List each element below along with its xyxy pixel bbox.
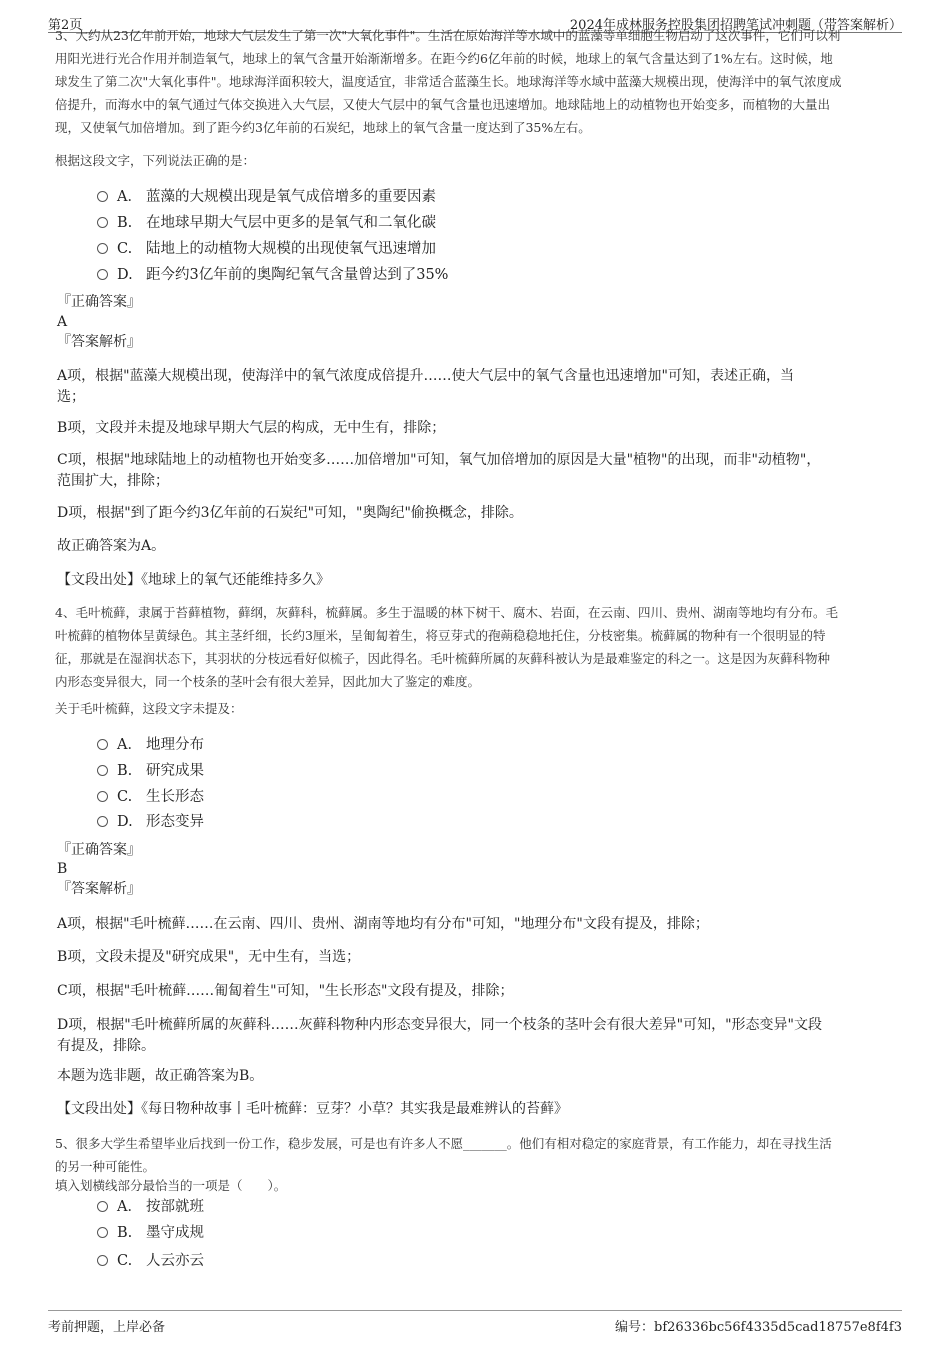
q4-answer-label: 『正确答案』 [57, 842, 141, 858]
q4-conclusion: 本题为选非题，故正确答案为B。 [57, 1068, 264, 1084]
q4-analysis-label: 『答案解析』 [57, 881, 141, 897]
passage-line: 内形态变异很大，同一个枝条的茎叶会有很大差异，因此加大了鉴定的难度。 [55, 674, 481, 689]
q4-option-b[interactable]: B. 研究成果 [97, 760, 204, 782]
passage-line: 3、大约从23亿年前开始，地球大气层发生了第一次"大氧化事件"。生活在原始海洋等水域中的蓝藻等单细胞生物启动了这次事件，它们可以利 [55, 28, 841, 43]
q3-option-c[interactable]: C. 陆地上的动植物大规模的出现使氧气迅速增加 [97, 238, 436, 260]
radio-icon[interactable] [97, 217, 108, 228]
q4-source: 【文段出处】《每日物种故事丨毛叶梳藓：豆芽？小草？其实我是最难辨认的苔藓》 [57, 1101, 568, 1117]
q3-answer: A [57, 314, 68, 330]
q3-analysis-label: 『答案解析』 [57, 334, 141, 350]
q4-analysis-b: B项，文段未提及"研究成果"，无中生有，当选； [57, 949, 361, 965]
radio-icon[interactable] [97, 816, 108, 827]
radio-icon[interactable] [97, 243, 108, 254]
passage-line: 叶梳藓的植物体呈黄绿色。其主茎纤细，长约3厘米，呈匍匐着生，将豆芽式的孢蒴稳稳地托住，分枝密集。梳藓属的物种有一个很明显的特 [55, 628, 826, 643]
document-title: 2024年成林服务控股集团招聘笔试冲刺题（带答案解析） [569, 18, 902, 33]
q5-option-c[interactable]: C. 人云亦云 [97, 1250, 204, 1272]
passage-line: 用阳光进行光合作用并制造氧气，地球上的氧气含量开始渐渐增多。在距今约6亿年前的时候，地球上的氧气含量达到了1%左右。这时候，地 [55, 51, 833, 66]
q4-analysis-a: A项，根据"毛叶梳藓……在云南、四川、贵州、湖南等地均有分布"可知，"地理分布"文段有提及，排除； [57, 916, 709, 932]
radio-icon[interactable] [97, 1201, 108, 1212]
radio-icon[interactable] [97, 765, 108, 776]
q4-option-d[interactable]: D. 形态变异 [97, 811, 204, 833]
q3-analysis-d: D项，根据"到了距今约3亿年前的石炭纪"可知，"奥陶纪"偷换概念，排除。 [57, 505, 523, 521]
passage-line: 倍提升，而海水中的氧气通过气体交换进入大气层，又使大气层中的氧气含量也迅速增加。地球陆地上的动植物也开始变多，而植物的大量出 [55, 97, 831, 112]
q3-analysis-b: B项，文段并未提及地球早期大气层的构成，无中生有，排除； [57, 420, 446, 436]
document-id: 编号：bf26336bc56f4335d5cad18757e8f4f3 [615, 1320, 902, 1335]
passage-line: 的另一种可能性。 [55, 1159, 156, 1174]
q4-stem: 关于毛叶梳藓，这段文字未提及： [55, 701, 243, 716]
q3-analysis-c: C项，根据"地球陆地上的动植物也开始变多……加倍增加"可知，氧气加倍增加的原因是大量"植物"的出现，而非"动植物"， 范围扩大，排除； [57, 452, 821, 489]
q4-analysis-c: C项，根据"毛叶梳藓……匍匐着生"可知，"生长形态"文段有提及，排除； [57, 983, 514, 999]
passage-line: 4、毛叶梳藓，隶属于苔藓植物，藓纲，灰藓科，梳藓属。多生于温暖的林下树干、腐木、岩面，在云南、四川、贵州、湖南等地均有分布。毛 [55, 605, 838, 620]
passage-line: 5、很多大学生希望毕业后找到一份工作，稳步发展，可是也有许多人不愿_______。他们有相对稳定的家庭背景，有工作能力，却在寻找生活 [55, 1136, 832, 1151]
q3-option-b[interactable]: B. 在地球早期大气层中更多的是氧气和二氧化碳 [97, 212, 436, 234]
q4-option-c[interactable]: C. 生长形态 [97, 786, 204, 808]
radio-icon[interactable] [97, 1255, 108, 1266]
q4-analysis-d: D项，根据"毛叶梳藓所属的灰藓科……灰藓科物种内形态变异很大，同一个枝条的茎叶会有很大差异"可知，"形态变异"文段 有提及，排除。 [57, 1017, 822, 1054]
passage-line: 征，那就是在湿润状态下，其羽状的分枝远看好似梳子，因此得名。毛叶梳藓所属的灰藓科被认为是最难鉴定的科之一。这是因为灰藓科物种 [55, 651, 831, 666]
q3-passage [55, 28, 905, 139]
radio-icon[interactable] [97, 1227, 108, 1238]
q4-answer: B [57, 861, 68, 877]
q3-conclusion: 故正确答案为A。 [57, 538, 166, 554]
passage-line: 填入划横线部分最恰当的一项是（ ）。 [55, 1178, 287, 1193]
q4-option-a[interactable]: A． 地理分布 [97, 734, 204, 756]
passage-line: 现，又使氧气加倍增加。到了距今约3亿年前的石炭纪，地球上的氧气含量一度达到了35%左右。 [55, 120, 591, 135]
radio-icon[interactable] [97, 269, 108, 280]
q3-stem: 根据这段文字，下列说法正确的是： [55, 153, 256, 168]
q5-option-b[interactable]: B. 墨守成规 [97, 1222, 204, 1244]
q3-analysis-a: A项，根据"蓝藻大规模出现，使海洋中的氧气浓度成倍提升……使大气层中的氧气含量也迅速增加"可知，表述正确，当 选； [57, 368, 794, 405]
page-footer [48, 1310, 902, 1335]
q5-passage [55, 1132, 905, 1197]
radio-icon[interactable] [97, 791, 108, 802]
radio-icon[interactable] [97, 191, 108, 202]
q5-option-a[interactable]: A． 按部就班 [97, 1196, 204, 1218]
page-number: 第2页 [48, 18, 83, 33]
q3-option-d[interactable]: D. 距今约3亿年前的奥陶纪氧气含量曾达到了35% [97, 264, 448, 286]
radio-icon[interactable] [97, 739, 108, 750]
q3-source: 【文段出处】《地球上的氧气还能维持多久》 [57, 572, 330, 588]
q4-passage [55, 601, 905, 693]
q3-option-a[interactable]: A． 蓝藻的大规模出现是氧气成倍增多的重要因素 [97, 186, 436, 208]
q3-answer-label: 『正确答案』 [57, 294, 141, 310]
passage-line: 球发生了第二次"大氧化事件"。地球海洋面积较大，温度适宜，非常适合蓝藻生长。地球海洋等水域中蓝藻大规模出现，使海洋中的氧气浓度成 [55, 74, 842, 89]
footer-slogan: 考前押题，上岸必备 [48, 1320, 166, 1335]
